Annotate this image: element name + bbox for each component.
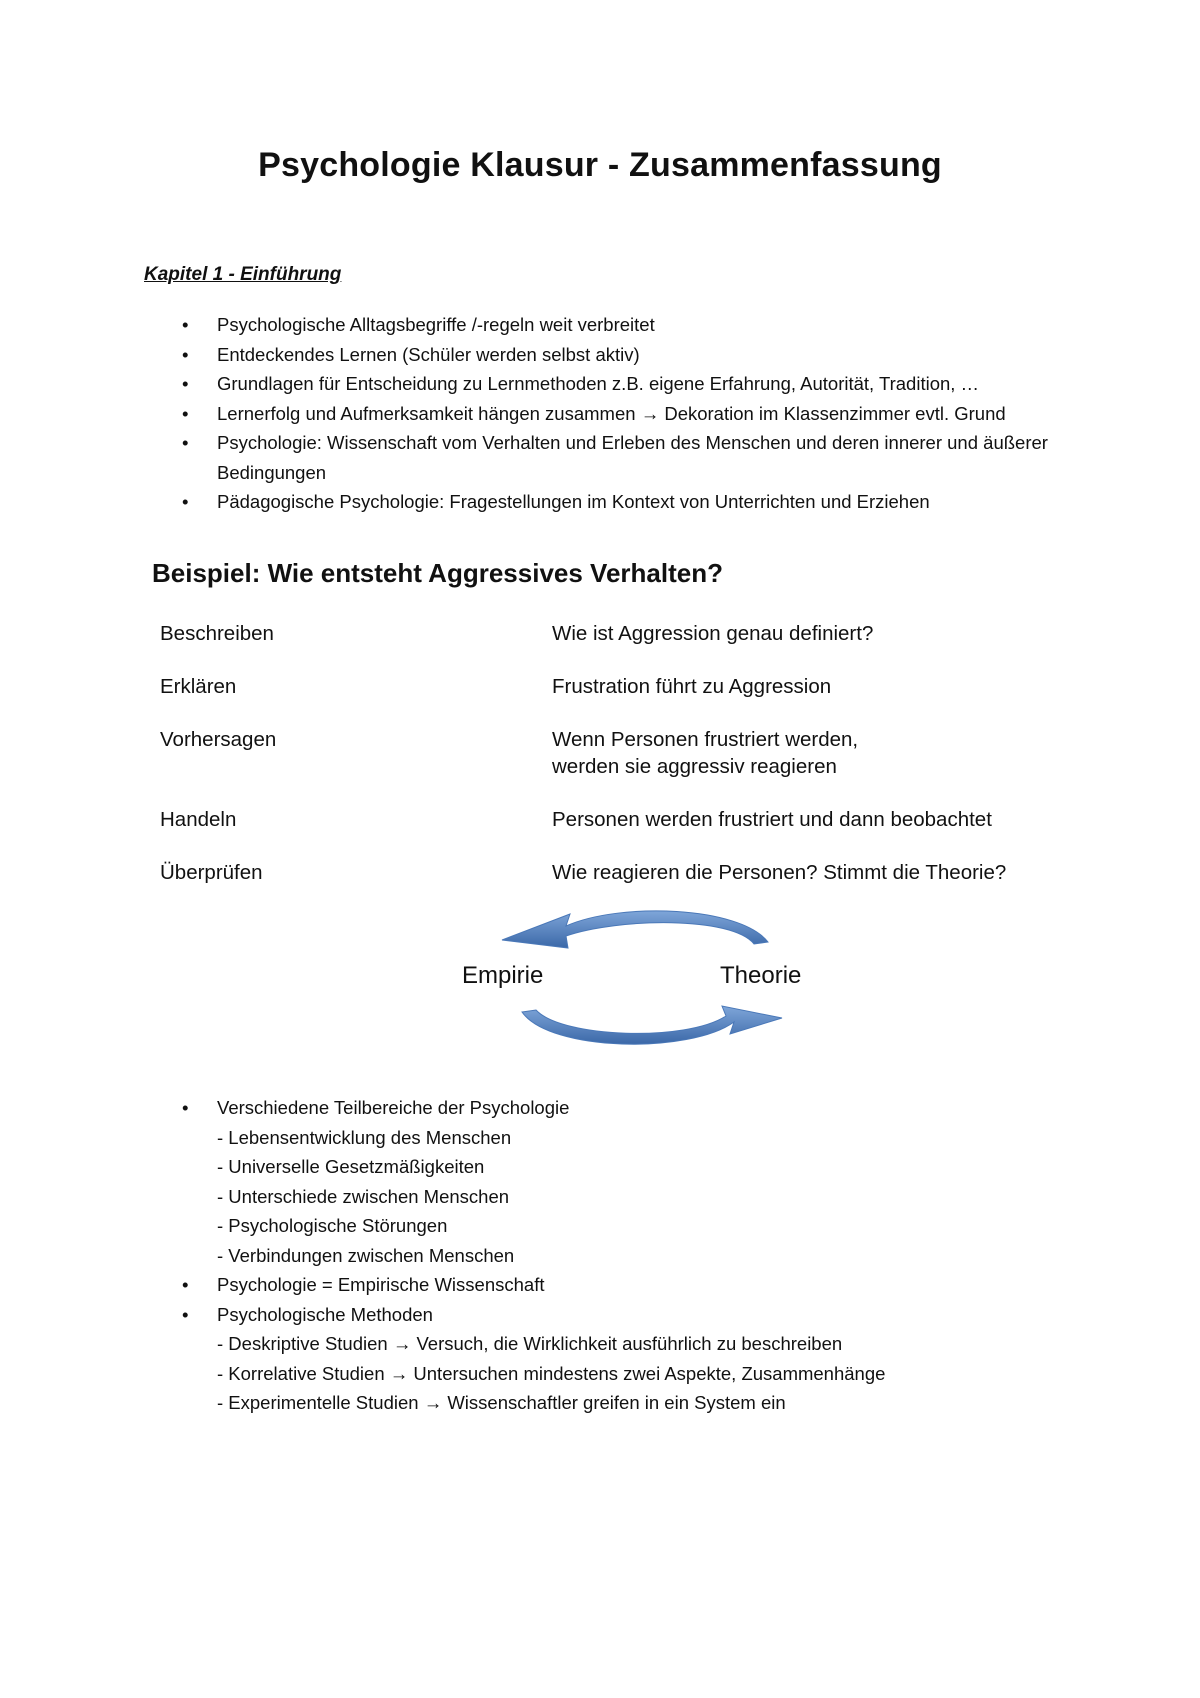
arrow-right-icon: → xyxy=(392,1333,412,1354)
sub-item: - Verbindungen zwischen Menschen xyxy=(217,1244,515,1266)
intro-bullet-list xyxy=(144,310,1084,517)
document-title: Psychologie Klausur - Zusammenfassung xyxy=(258,146,942,184)
list-item: • Psychologische Alltagsbegriffe /-regeln weit verbreitet xyxy=(144,310,1084,340)
arrow-bottom-icon xyxy=(522,1006,782,1044)
sub-item: - Deskriptive Studien → Versuch, die Wirklichkeit ausführlich zu beschreiben xyxy=(217,1333,843,1354)
example-term: Erklären xyxy=(160,675,237,698)
sub-item: - Psychologische Störungen xyxy=(217,1215,448,1236)
example-title: Beispiel: Wie entsteht Aggressives Verhalten? xyxy=(152,558,723,588)
sub-item: - Unterschiede zwischen Menschen xyxy=(217,1185,510,1207)
bullet-icon: • xyxy=(182,491,189,512)
list-item: • Psychologie = Empirische Wissenschaft xyxy=(144,1270,1044,1300)
arrow-right-icon: → xyxy=(423,1392,443,1413)
example-term: Beschreiben xyxy=(160,622,274,645)
arrow-top-icon xyxy=(502,911,768,948)
list-item: • Grundlagen für Entscheidung zu Lernmethoden z.B. eigene Erfahrung, Autorität, Tradition, … xyxy=(144,369,1084,399)
example-term: Vorhersagen xyxy=(160,728,277,751)
list-item: • Lernerfolg und Aufmerksamkeit hängen zusammen → Dekoration im Klassenzimmer evtl. Grund xyxy=(144,399,1084,429)
bullet-icon: • xyxy=(182,1303,189,1325)
cycle-label-empirie: Empirie xyxy=(462,962,544,989)
example-description: Personen werden frustriert und dann beobachtet xyxy=(552,808,992,831)
arrow-right-icon: → xyxy=(389,1362,409,1384)
example-term: Handeln xyxy=(160,808,237,831)
sub-item: - Korrelative Studien → Untersuchen mindestens zwei Aspekte, Zusammenhänge xyxy=(217,1362,886,1384)
sub-item: - Universelle Gesetzmäßigkeiten xyxy=(217,1156,485,1177)
bullet-icon: • xyxy=(182,432,189,453)
bullet-icon: • xyxy=(182,1274,189,1295)
bullet-icon: • xyxy=(182,314,189,335)
example-description: Wie ist Aggression genau definiert? xyxy=(552,622,874,645)
example-term: Überprüfen xyxy=(160,861,263,884)
list-item: • Psychologische Methoden - Deskriptive Studien → Versuch, die Wirklichkeit ausführlich zu beschreiben - Korrelative Studien → Untersuchen mindestens zwei Aspekte, Zusammenhänge - Experimentelle Studien → Wissenschaftler greifen in ein System ein xyxy=(144,1300,1044,1418)
bullet-icon: • xyxy=(182,373,189,394)
arrow-right-icon: → xyxy=(640,402,660,424)
example-description: Frustration führt zu Aggression xyxy=(552,675,832,698)
cycle-label-theorie: Theorie xyxy=(720,962,802,989)
chapter-heading: Kapitel 1 - Einführung xyxy=(144,264,342,285)
example-description: Wie reagieren die Personen? Stimmt die Theorie? xyxy=(552,861,1007,884)
methods-bullet-list xyxy=(144,1093,1044,1418)
bullet-icon: • xyxy=(182,343,189,365)
list-item: • Verschiedene Teilbereiche der Psychologie - Lebensentwicklung des Menschen - Universelle Gesetzmäßigkeiten - Unterschiede zwischen Menschen - Psychologische Störungen - Verbindungen zwischen Menschen xyxy=(144,1093,1044,1270)
sub-item: - Experimentelle Studien → Wissenschaftler greifen in ein System ein xyxy=(217,1392,786,1413)
sub-item: - Lebensentwicklung des Menschen xyxy=(217,1126,512,1148)
example-description: Wenn Personen frustriert werden, werden sie aggressiv reagieren xyxy=(552,728,859,778)
bullet-icon: • xyxy=(182,402,189,424)
list-item: • Pädagogische Psychologie: Fragestellungen im Kontext von Unterrichten und Erziehen xyxy=(144,487,1084,517)
list-item: • Psychologie: Wissenschaft vom Verhalten und Erleben des Menschen und deren innerer und äußerer Bedingungen xyxy=(144,428,1084,487)
bullet-icon: • xyxy=(182,1097,189,1118)
list-item: • Entdeckendes Lernen (Schüler werden selbst aktiv) xyxy=(144,340,1084,370)
